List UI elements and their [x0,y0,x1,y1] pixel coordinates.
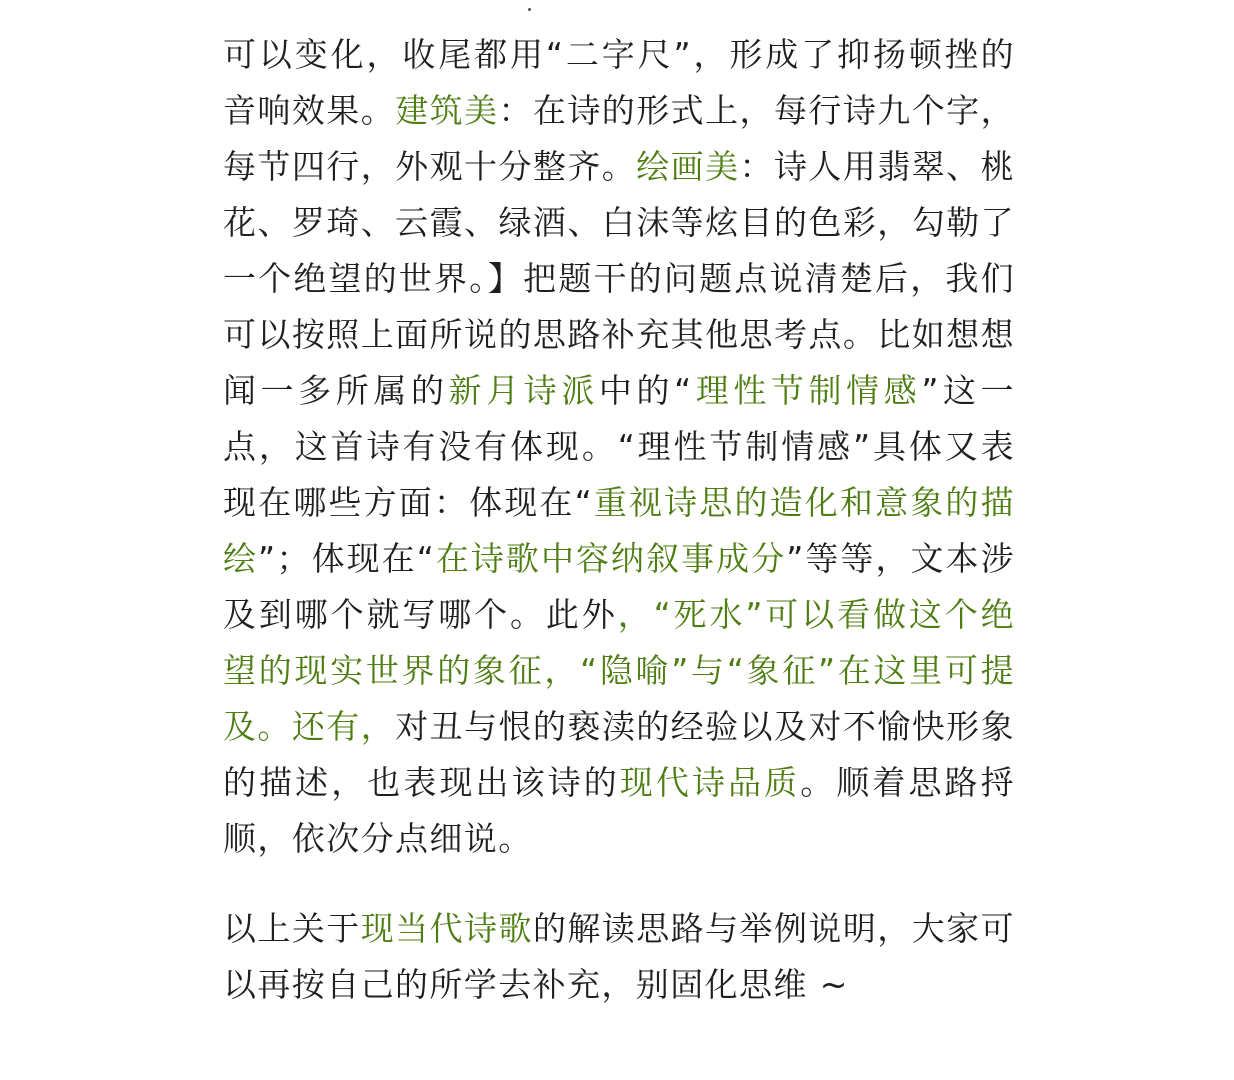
article-paragraph [223,27,1015,867]
body-text: ：诗人用翡翠、桃花、罗琦、云霞、绿酒、白沫等炫目的色彩，勾勒了一个绝望的世界。】把题干的问题点说清楚后，我们可以按照上面所说的思路补充其他思考点。比如想想闻一多所属的 [223,147,1015,410]
highlighted-text: 新月诗派 [448,371,599,410]
highlighted-text: 理性节制情感 [692,371,922,410]
highlighted-text: 在诗歌中容纳叙事成分 [435,539,787,578]
top-dot [528,8,531,11]
highlighted-text: 现当代诗歌 [360,909,533,948]
body-text: 可以变化，收尾都用“二字尺”，形成了抑扬顿挫的音响效果。 [223,35,1015,130]
body-text: ：在诗的形式上，每行诗九个字，每节四行，外观十分整齐。 [223,91,1016,186]
highlighted-text: 现代诗品质 [619,763,801,802]
highlighted-text: 绘画美 [636,147,740,186]
highlighted-text: ，“死水”可以看做这个绝望的现实世界的象征，“隐喻”与“象征”在这里可提及。还有， [223,595,1015,746]
body-text: 。顺着思路捋顺，依次分点细说。 [223,763,1016,858]
body-text: 以上关于 [223,909,361,948]
body-text: ”等等， [786,539,911,578]
article-body [223,27,1015,1013]
body-text: 文本涉及到哪个就写哪个。此外 [223,539,1015,634]
body-text: ”；体现在“ [258,539,436,578]
body-text: 对丑与恨的亵渎的经验以及对不愉快形象的描述，也表现出该诗的 [223,707,1016,802]
highlighted-text: 建筑美 [395,91,499,130]
highlighted-text: 重视诗思的造化和意象的描绘 [223,483,1015,578]
body-text: 中的“ [598,371,693,410]
body-text: ”这一点，这首诗有没有体现。“理性节制情感”具体又表现在哪些方面：体现在“ [223,371,1016,522]
body-text: 的解读思路与举例说明，大家可以再按自己的所学去补充，别固化思维 ~ [223,909,1015,1004]
article-paragraph [223,901,1015,1013]
